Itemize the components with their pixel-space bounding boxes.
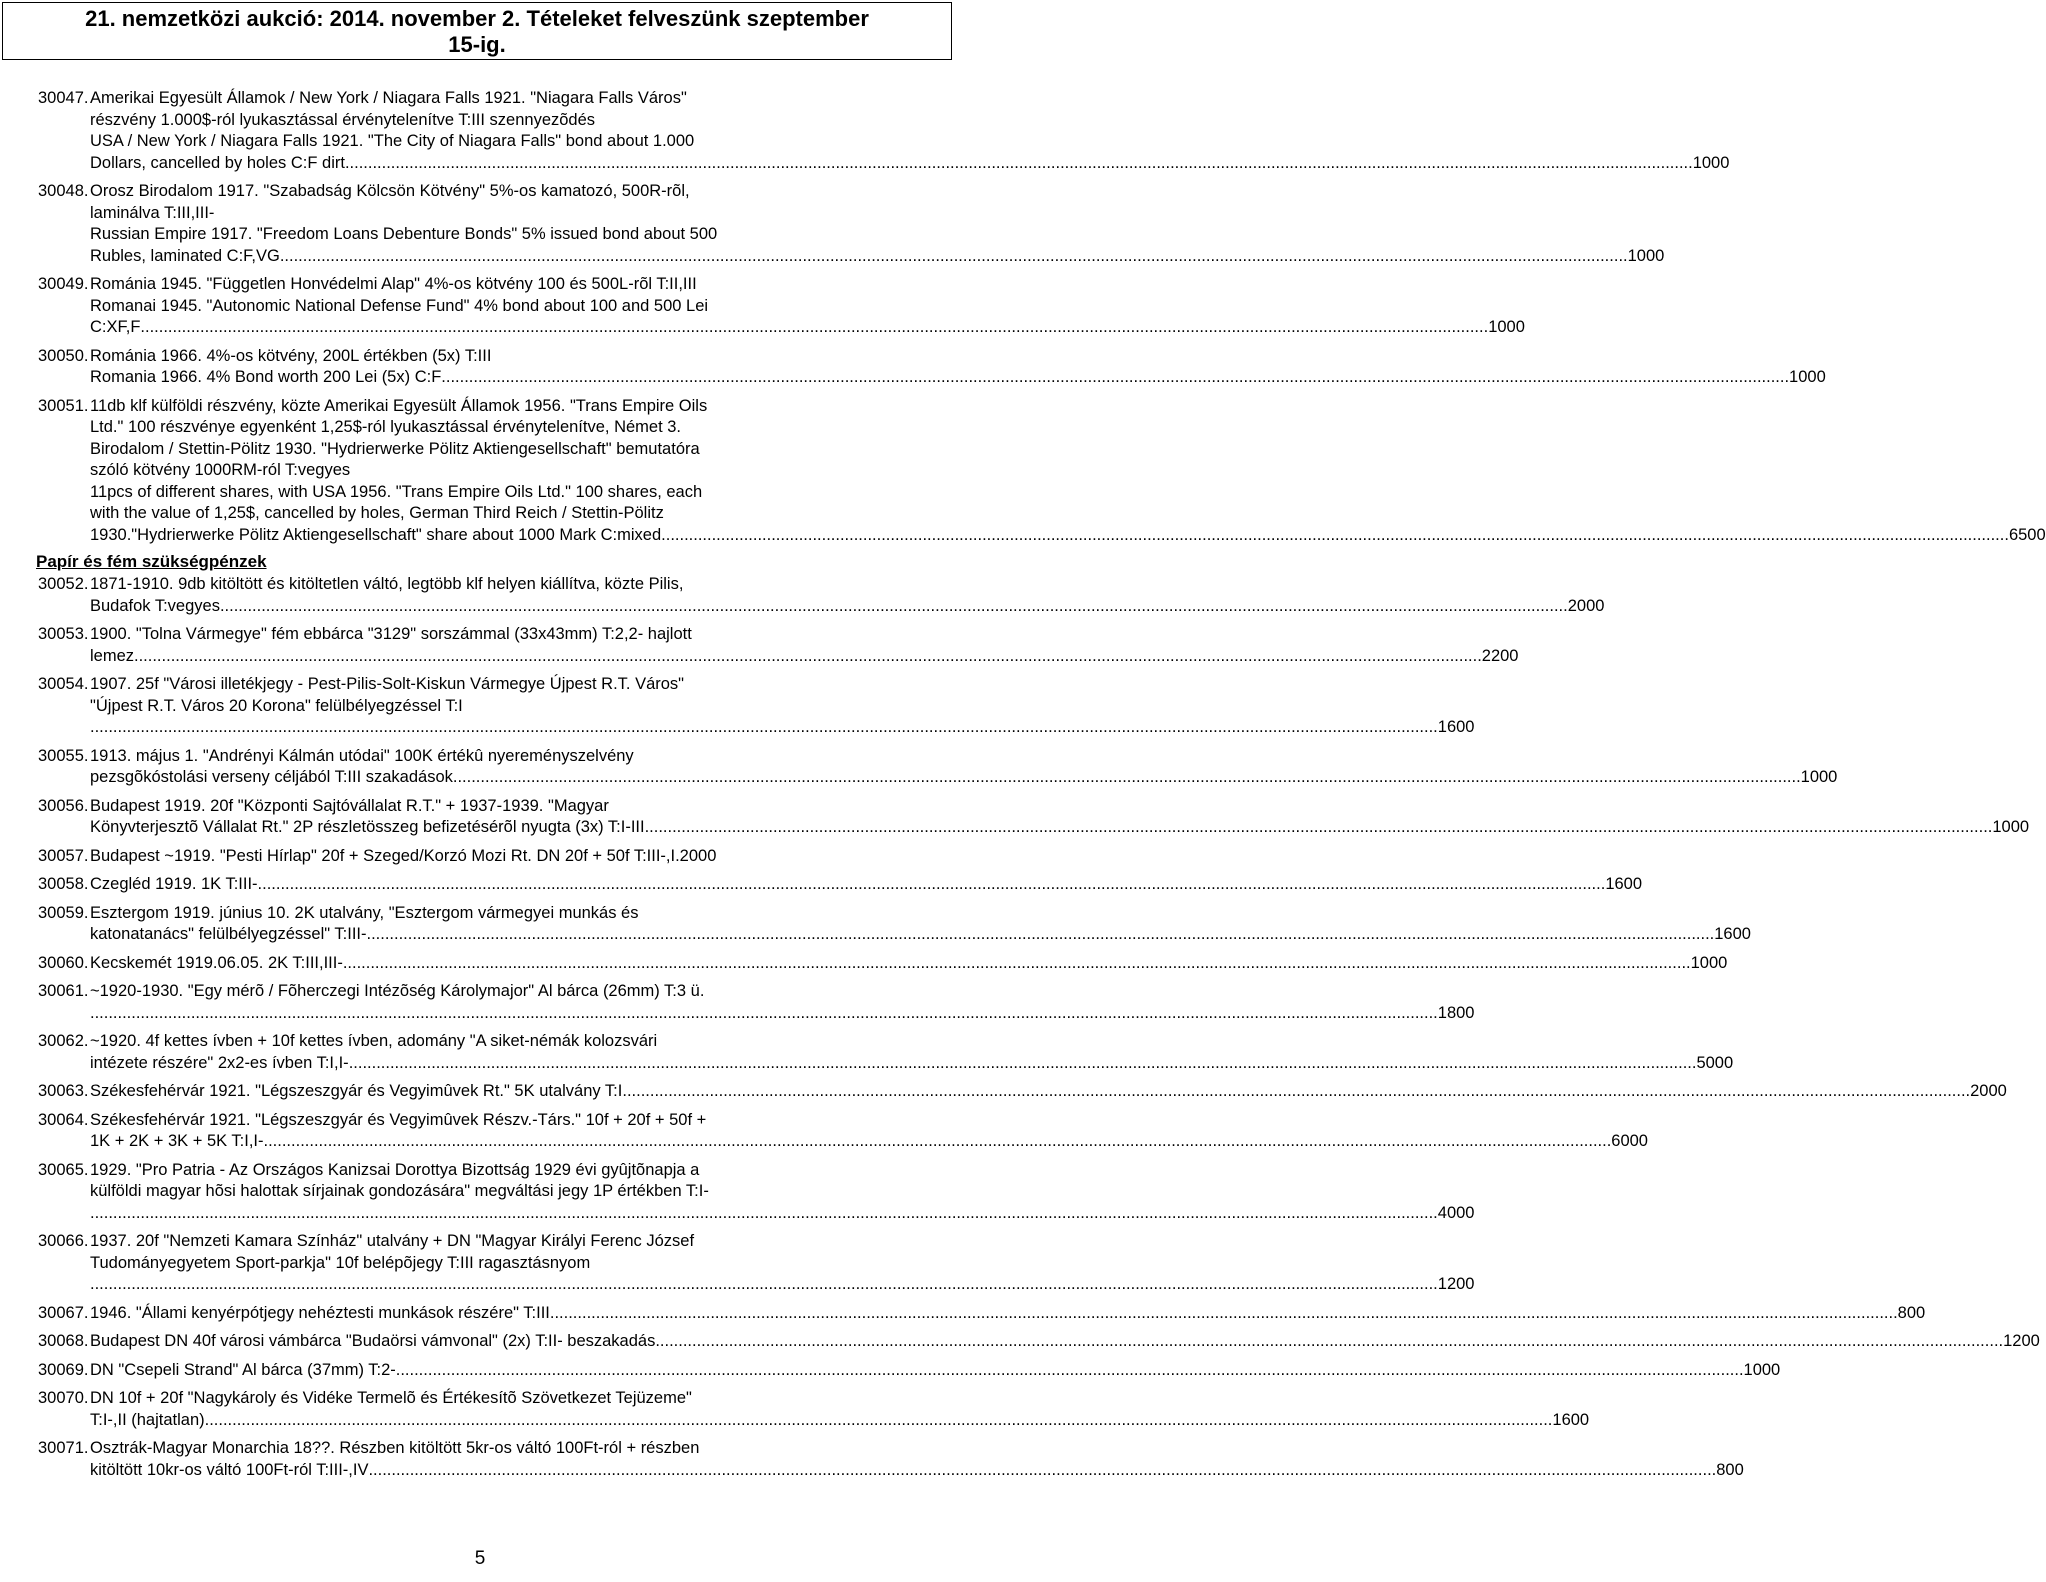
lot-price: 1600 — [1714, 925, 1751, 943]
lot-description — [90, 1360, 1780, 1382]
dot-leader — [645, 817, 1993, 839]
lot-line-with-price — [90, 1131, 1648, 1153]
lot-line-with-price — [90, 1303, 1925, 1325]
lot-price: 2000 — [1567, 596, 1605, 615]
lot-price: 6500 — [2008, 525, 2046, 544]
lot-line-with-price — [90, 717, 1474, 739]
dot-leader — [90, 1274, 1438, 1296]
page-number: 5 — [474, 1548, 486, 1569]
lot-line-text: Amerikai Egyesült Államok / New York / Niagara Falls 1921. "Niagara Falls Város" — [90, 89, 687, 107]
lot-number: 30056. — [38, 796, 89, 815]
lot-entry — [38, 1331, 2040, 1353]
lot-line-with-price — [90, 246, 1664, 268]
lot-description — [90, 1438, 1744, 1481]
lot-line-text: DN "Csepeli Strand" Al bárca (37mm) T:2- — [90, 1360, 396, 1379]
lot-line-text: Osztrák-Magyar Monarchia 18??. Részben kitöltött 5kr-os váltó 100Ft-ról + részben — [90, 1439, 700, 1457]
lot-line-text: 1900. "Tolna Vármegye" fém ebbárca "3129" sorszámmal (33x43mm) T:2,2- hajlott — [90, 625, 692, 643]
lot-entry — [38, 1031, 1734, 1074]
lot-price: 1200 — [2003, 1332, 2040, 1350]
lot-number: 30062. — [38, 1032, 89, 1050]
lot-line-text: C:XF,F — [90, 318, 141, 336]
lot-line-text: Russian Empire 1917. "Freedom Loans Debenture Bonds" 5% issued bond about 500 — [90, 225, 718, 243]
lot-number: 30054. — [38, 675, 89, 693]
lot-line-text: 1913. május 1. "Andrényi Kálmán utódai" 100K értékû nyereményszelvény — [90, 746, 634, 765]
lot-number: 30063. — [38, 1082, 89, 1100]
lot-line-text: Tudományegyetem Sport-parkja" 10f belépõjegy T:III ragasztásnyom — [90, 1253, 591, 1272]
lot-description — [90, 346, 1826, 389]
lot-number: 30068. — [38, 1332, 89, 1350]
lot-line-text: 1929. "Pro Patria - Az Országos Kanizsai Dorottya Bizottság 1929 évi gyûjtõnapja a — [90, 1160, 700, 1179]
lot-line-text: Czegléd 1919. 1K T:III- — [90, 875, 258, 893]
dot-leader — [90, 1003, 1438, 1025]
dot-leader — [368, 1460, 1716, 1482]
lot-line-with-price — [90, 367, 1826, 389]
dot-leader — [258, 874, 1606, 896]
lot-line-text: Románia 1966. 4%-os kötvény, 200L értékben (5x) T:III — [90, 346, 492, 365]
lot-entry — [38, 1081, 2007, 1103]
lot-line-text: with the value of 1,25$, cancelled by holes, German Third Reich / Stettin-Pölitz — [90, 504, 664, 522]
lot-line-text: Romania 1966. 4% Bond worth 200 Lei (5x) C:F — [90, 368, 442, 386]
dot-leader — [343, 953, 1691, 975]
lot-number: 30049. — [38, 275, 89, 293]
lot-line-text: Románia 1945. "Független Honvédelmi Alap" 4%-os kötvény 100 és 500L-rõl T:II,III — [90, 275, 697, 293]
lot-group-emergency-money — [38, 574, 2040, 1481]
lot-line-text: 1937. 20f "Nemzeti Kamara Színház" utalvány + DN "Magyar Királyi Ferenc József — [90, 1232, 695, 1250]
lot-line-text: Székesfehérvár 1921. "Légszeszgyár és Vegyimûvek Rt." 5K utalvány T:I — [90, 1082, 623, 1100]
lot-line-text: 1871-1910. 9db kitöltött és kitöltetlen váltó, legtöbb klf helyen kiállítva, közte Pilis, — [90, 575, 684, 593]
lot-description — [90, 181, 1664, 267]
lot-entry — [38, 796, 2030, 839]
lot-description — [90, 1388, 1589, 1431]
dot-leader — [655, 1331, 2003, 1353]
lot-entry — [38, 274, 1525, 339]
lot-line-text: Székesfehérvár 1921. "Légszeszgyár és Vegyimûvek Részv.-Társ." 10f + 20f + 50f + — [90, 1110, 707, 1129]
lot-line-with-price — [90, 817, 2029, 839]
lot-price: 1000 — [1692, 153, 1730, 172]
lot-line-text: Romanai 1945. "Autonomic National Defense Fund" 4% bond about 100 and 500 Lei — [90, 296, 709, 315]
auction-header — [2, 2, 952, 60]
lot-line-text: szóló kötvény 1000RM-ról T:vegyes — [90, 461, 351, 479]
lot-line-with-price — [90, 1460, 1744, 1482]
dot-leader — [661, 525, 2009, 547]
lot-line-text: Dollars, cancelled by holes C:F dirt — [90, 153, 345, 172]
lot-line-text: Ltd." 100 részvénye egyenként 1,25$-ról lyukasztással érvénytelenítve, Német 3. — [90, 418, 682, 436]
lot-line-text: ~1920-1930. "Egy mérõ / Fõherczegi Intézõség Károlymajor" Al bárca (26mm) T:3 ü. — [90, 982, 705, 1000]
lot-line-text: "Újpest R.T. Város 20 Korona" felülbélyegzéssel T:I — [90, 696, 463, 715]
lot-entry — [38, 346, 1826, 389]
lot-entry — [38, 846, 910, 868]
lot-number: 30050. — [38, 346, 89, 365]
lot-line-text: Budapest 1919. 20f "Központi Sajtóvállalat R.T." + 1937-1939. "Magyar — [90, 796, 609, 815]
dot-leader — [220, 596, 1568, 618]
lot-description — [90, 1303, 1925, 1325]
lot-entry — [38, 88, 1730, 174]
lot-line-text: Budapest DN 40f városi vámbárca "Budaörsi vámvonal" (2x) T:II- beszakadás — [90, 1332, 656, 1350]
lot-description — [90, 1160, 1474, 1225]
dot-leader — [264, 1131, 1612, 1153]
lot-description — [90, 674, 1474, 739]
lot-description — [90, 88, 1729, 174]
dot-leader — [622, 1081, 1970, 1103]
lot-entry — [38, 674, 1475, 739]
lot-line-with-price — [90, 1410, 1589, 1432]
lot-line-text: kitöltött 10kr-os váltó 100Ft-ról T:III-,IV — [90, 1460, 369, 1479]
lot-number: 30058. — [38, 875, 89, 893]
lot-line-with-price — [90, 953, 1727, 975]
lot-description — [90, 846, 910, 868]
lot-number: 30057. — [38, 846, 89, 865]
dot-leader — [441, 367, 1789, 389]
lot-number: 30047. — [38, 89, 89, 107]
lot-line-text: 1930."Hydrierwerke Pölitz Aktiengesellschaft" share about 1000 Mark C:mixed — [90, 525, 662, 544]
lot-number: 30067. — [38, 1303, 89, 1322]
lot-line-text: USA / New York / Niagara Falls 1921. "The City of Niagara Falls" bond about 1.000 — [90, 132, 695, 150]
dot-leader — [396, 1360, 1744, 1382]
lot-line-text: 1K + 2K + 3K + 5K T:I,I- — [90, 1132, 264, 1150]
lot-line-text: katonatanács" felülbélyegzéssel" T:III- — [90, 925, 367, 943]
lot-entry — [38, 1360, 1781, 1382]
lot-line-text: Orosz Birodalom 1917. "Szabadság Kölcsön Kötvény" 5%-os kamatozó, 500R-rõl, — [90, 182, 690, 200]
lot-number: 30052. — [38, 575, 89, 593]
lot-description — [90, 953, 1727, 975]
lot-line-with-price — [90, 153, 1729, 175]
lot-entry — [38, 981, 1475, 1024]
lot-number: 30060. — [38, 953, 89, 972]
dot-leader — [134, 646, 1482, 668]
lot-line-text: laminálva T:III,III- — [90, 203, 215, 222]
lot-line-text: 11pcs of different shares, with USA 1956. "Trans Empire Oils Ltd." 100 shares, each — [90, 482, 703, 501]
lot-number: 30065. — [38, 1160, 89, 1179]
lot-line-text: 1946. "Állami kenyérpótjegy nehéztesti munkások részére" T:III — [90, 1303, 550, 1322]
lot-line-text: Könyvterjesztõ Vállalat Rt." 2P részletösszeg befizetésérõl nyugta (3x) T:I-III — [90, 818, 645, 836]
lot-entry — [38, 181, 1665, 267]
lot-price: 2000 — [1970, 1082, 2007, 1100]
lot-line-with-price — [90, 1203, 1474, 1225]
lot-line-text: T:I-,II (hajtatlan) — [90, 1410, 205, 1429]
lot-number: 30051. — [38, 396, 89, 415]
lot-line-text: 1907. 25f "Városi illetékjegy - Pest-Pilis-Solt-Kiskun Vármegye Újpest R.T. Város" — [90, 675, 685, 693]
header-title-line1: 21. nemzetközi aukció: 2014. november 2. Tételeket felveszünk szeptember — [85, 6, 869, 31]
lot-price: 1000 — [1789, 368, 1826, 386]
dot-leader — [345, 153, 1693, 175]
lot-description — [90, 746, 1837, 789]
lot-entry — [38, 874, 1643, 896]
lot-description — [90, 1231, 1474, 1296]
lot-line-with-price — [90, 924, 1751, 946]
lot-line-text: Budapest ~1919. "Pesti Hírlap" 20f + Szeged/Korzó Mozi Rt. DN 20f + 50f T:III-,I.2000 — [90, 846, 717, 865]
lot-entry — [38, 746, 1838, 789]
lot-line-with-price — [90, 1360, 1780, 1382]
lot-entry — [38, 574, 1605, 617]
lot-line-with-price — [90, 874, 1642, 896]
lot-price: 1600 — [1437, 718, 1475, 736]
lot-price: 1600 — [1605, 875, 1643, 893]
dot-leader — [90, 1203, 1438, 1225]
lot-price: 1000 — [1488, 318, 1525, 336]
dot-leader — [280, 246, 1628, 268]
lot-entry — [38, 1303, 1926, 1325]
lot-entry — [38, 1110, 1648, 1153]
lot-number: 30066. — [38, 1232, 89, 1250]
lot-entry — [38, 953, 1728, 975]
lot-entry — [38, 624, 1519, 667]
lot-line-with-price — [90, 317, 1525, 339]
lot-price: 1000 — [1690, 953, 1728, 972]
section-title: Papír és fém szükségpénzek — [36, 552, 267, 571]
lot-description — [90, 981, 1474, 1024]
dot-leader — [366, 924, 1714, 946]
lot-price: 4000 — [1437, 1203, 1475, 1222]
lot-line-text: Kecskemét 1919.06.05. 2K T:III,III- — [90, 953, 343, 972]
lot-entry — [38, 1388, 1590, 1431]
lot-line-text: részvény 1.000$-ról lyukasztással érvénytelenítve T:III szennyezõdés — [90, 110, 596, 129]
lot-price: 1800 — [1437, 1003, 1475, 1022]
lot-entry — [38, 1231, 1475, 1296]
lot-entry — [38, 903, 1751, 946]
lot-description — [90, 903, 1751, 946]
lot-price: 6000 — [1611, 1132, 1648, 1150]
lot-line-with-price — [90, 767, 1837, 789]
lot-description — [90, 796, 2029, 839]
lot-number: 30070. — [38, 1389, 89, 1407]
lot-line-with-price — [90, 596, 1604, 618]
dot-leader — [550, 1303, 1898, 1325]
lot-number: 30053. — [38, 625, 89, 643]
lot-description — [90, 624, 1519, 667]
dot-leader — [453, 767, 1801, 789]
lot-line-with-price — [90, 1274, 1474, 1296]
lot-number: 30048. — [38, 182, 89, 200]
lot-description — [90, 396, 2046, 547]
lot-line-with-price — [90, 1003, 1474, 1025]
lot-line-text: ~1920. 4f kettes ívben + 10f kettes ívben, adomány "A siket-némák kolozsvári — [90, 1032, 658, 1050]
lot-line-text: pezsgõkóstolási verseny céljából T:III szakadások — [90, 768, 453, 786]
lot-price: 1600 — [1552, 1410, 1590, 1429]
lot-list — [36, 88, 2046, 1481]
lot-price: 1000 — [1743, 1360, 1781, 1379]
lot-price: 1200 — [1437, 1275, 1475, 1293]
lot-line-text: Birodalom / Stettin-Pölitz 1930. "Hydrierwerke Pölitz Aktiengesellschaft" bemutatóra — [90, 439, 700, 458]
lot-price: 800 — [1897, 1303, 1926, 1322]
lot-description — [90, 274, 1525, 339]
lot-price: 1000 — [1800, 768, 1838, 786]
lot-number: 30059. — [38, 903, 89, 922]
dot-leader — [349, 1053, 1697, 1075]
lot-entry — [38, 396, 2046, 547]
lot-line-text: külföldi magyar hõsi halottak sírjainak gondozására" megváltási jegy 1P értékben T:I- — [90, 1182, 709, 1200]
lot-line-text: lemez — [90, 646, 135, 665]
lot-group-bonds — [38, 88, 2046, 546]
lot-description — [90, 1031, 1733, 1074]
lot-price: 1000 — [1627, 246, 1665, 265]
lot-description — [90, 874, 1642, 896]
lot-price: 800 — [1716, 1460, 1744, 1479]
dot-leader — [90, 717, 1438, 739]
lot-entry — [38, 1160, 1475, 1225]
lot-price: 2200 — [1481, 646, 1519, 665]
lot-line-text: intézete részére" 2x2-es ívben T:I,I- — [90, 1053, 349, 1072]
lot-line-with-price — [90, 1053, 1733, 1075]
lot-description — [90, 574, 1604, 617]
lot-line-with-price — [90, 525, 2046, 547]
lot-line-text: Esztergom 1919. június 10. 2K utalvány, "Esztergom vármegyei munkás és — [90, 903, 639, 922]
lot-line-with-price — [90, 1331, 2040, 1353]
lot-line-with-price — [90, 1081, 2007, 1103]
lot-line-text: 11db klf külföldi részvény, közte Amerikai Egyesült Államok 1956. "Trans Empire Oils — [90, 396, 708, 415]
lot-line-text: Budafok T:vegyes — [90, 596, 220, 615]
lot-number: 30071. — [38, 1439, 89, 1457]
lot-line-text: DN 10f + 20f "Nagykároly és Vidéke Termelõ és Értékesítõ Szövetkezet Tejüzeme" — [90, 1389, 692, 1407]
lot-number: 30061. — [38, 982, 89, 1000]
dot-leader — [140, 317, 1488, 339]
lot-entry — [38, 1438, 1744, 1481]
lot-price: 1000 — [1992, 818, 2030, 836]
lot-price: 5000 — [1696, 1053, 1734, 1072]
lot-line-with-price — [90, 646, 1519, 668]
header-title-line2: 15-ig. — [448, 32, 506, 57]
lot-number: 30069. — [38, 1360, 89, 1379]
dot-leader — [205, 1410, 1553, 1432]
lot-description — [90, 1331, 2040, 1353]
lot-description — [90, 1110, 1648, 1153]
lot-description — [90, 1081, 2007, 1103]
lot-line-text: Rubles, laminated C:F,VG — [90, 246, 280, 265]
lot-number: 30064. — [38, 1110, 89, 1129]
lot-number: 30055. — [38, 746, 89, 765]
